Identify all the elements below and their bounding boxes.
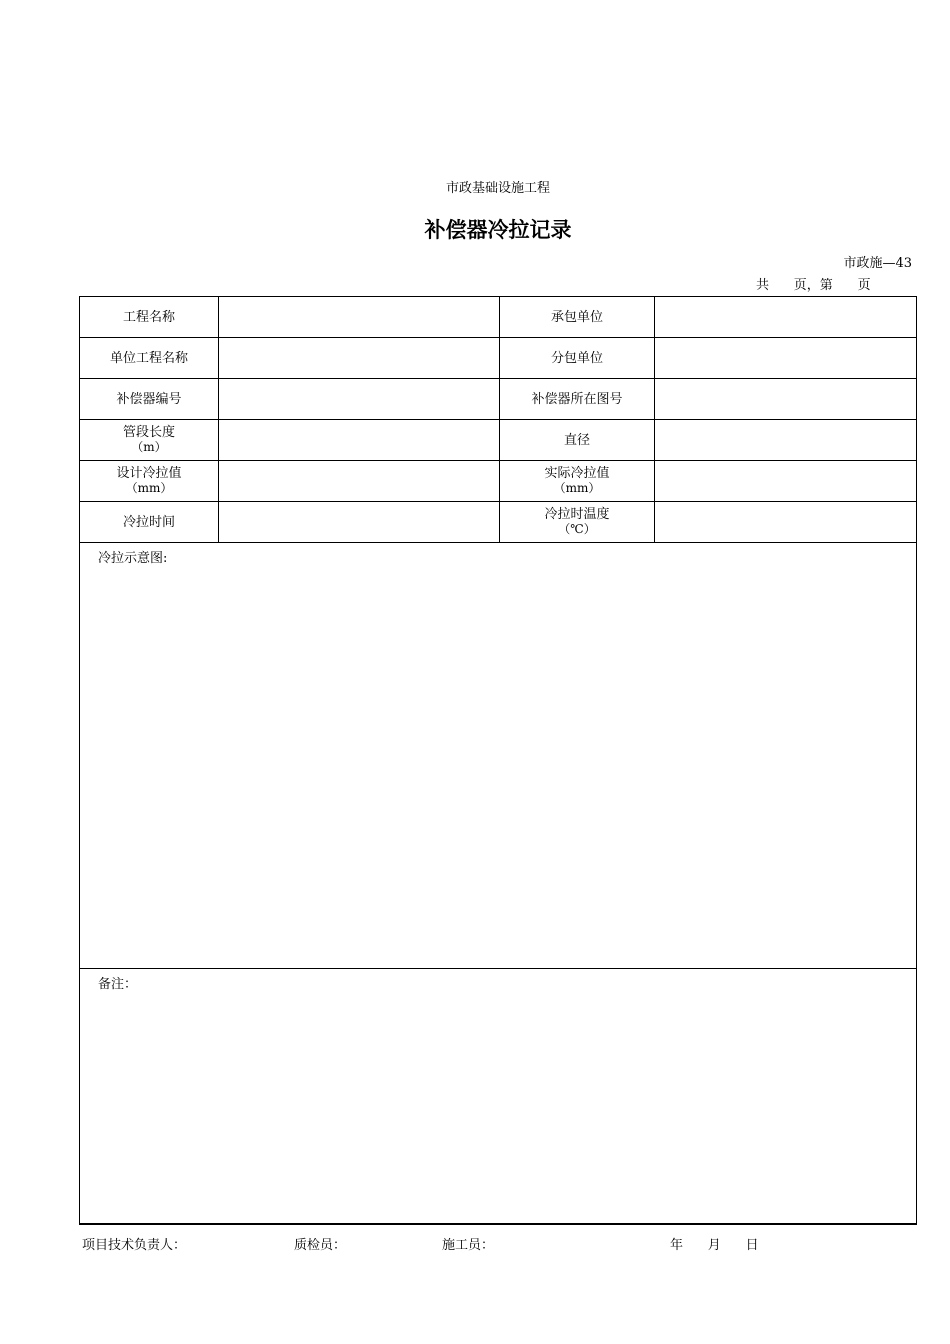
subcontractor-label: 分包单位: [500, 338, 655, 379]
table-row: [80, 338, 917, 379]
cold-pull-time-field[interactable]: [219, 502, 500, 543]
record-table: [79, 296, 917, 1225]
table-row: [80, 297, 917, 338]
diameter-label: 直径: [500, 420, 655, 461]
sketch-row: [80, 543, 917, 969]
design-cold-pull-field[interactable]: [219, 461, 500, 502]
cold-pull-temperature-label: 冷拉时温度 （℃）: [500, 502, 655, 543]
pipe-length-field[interactable]: [219, 420, 500, 461]
design-cold-pull-label: 设计冷拉值 （mm）: [80, 461, 219, 502]
drawing-number-label: 补偿器所在图号: [500, 379, 655, 420]
subcontractor-field[interactable]: [655, 338, 917, 379]
table-row: [80, 461, 917, 502]
notes-area[interactable]: [80, 969, 917, 1225]
form-code: 市政施—43: [843, 256, 912, 271]
inspector-label: 质检员：: [294, 1238, 347, 1253]
header-org: 市政基础设施工程: [445, 181, 550, 196]
diameter-field[interactable]: [655, 420, 917, 461]
date-label: 年 月 日: [670, 1238, 759, 1253]
cold-pull-time-label: 冷拉时间: [80, 502, 219, 543]
project-name-field[interactable]: [219, 297, 500, 338]
contractor-field[interactable]: [655, 297, 917, 338]
sketch-label: 冷拉示意图:: [98, 551, 168, 566]
pipe-length-label: 管段长度 （m）: [80, 420, 219, 461]
actual-cold-pull-label: 实际冷拉值 （mm）: [500, 461, 655, 502]
unit-project-name-label: 单位工程名称: [80, 338, 219, 379]
cold-pull-temperature-field[interactable]: [655, 502, 917, 543]
compensator-number-label: 补偿器编号: [80, 379, 219, 420]
table-row: [80, 379, 917, 420]
actual-cold-pull-field[interactable]: [655, 461, 917, 502]
notes-row: [80, 969, 917, 1225]
page-count: 共 页，第 页: [756, 278, 871, 293]
notes-label: 备注：: [98, 977, 138, 992]
drawing-number-field[interactable]: [655, 379, 917, 420]
contractor-label: 承包单位: [500, 297, 655, 338]
unit-project-name-field[interactable]: [219, 338, 500, 379]
sketch-area[interactable]: [80, 543, 917, 969]
page-title: 补偿器冷拉记录: [424, 218, 572, 242]
compensator-number-field[interactable]: [219, 379, 500, 420]
constructor-label: 施工员：: [442, 1238, 495, 1253]
table-row: [80, 502, 917, 543]
tech-lead-label: 项目技术负责人：: [82, 1238, 187, 1253]
project-name-label: 工程名称: [80, 297, 219, 338]
table-row: [80, 420, 917, 461]
